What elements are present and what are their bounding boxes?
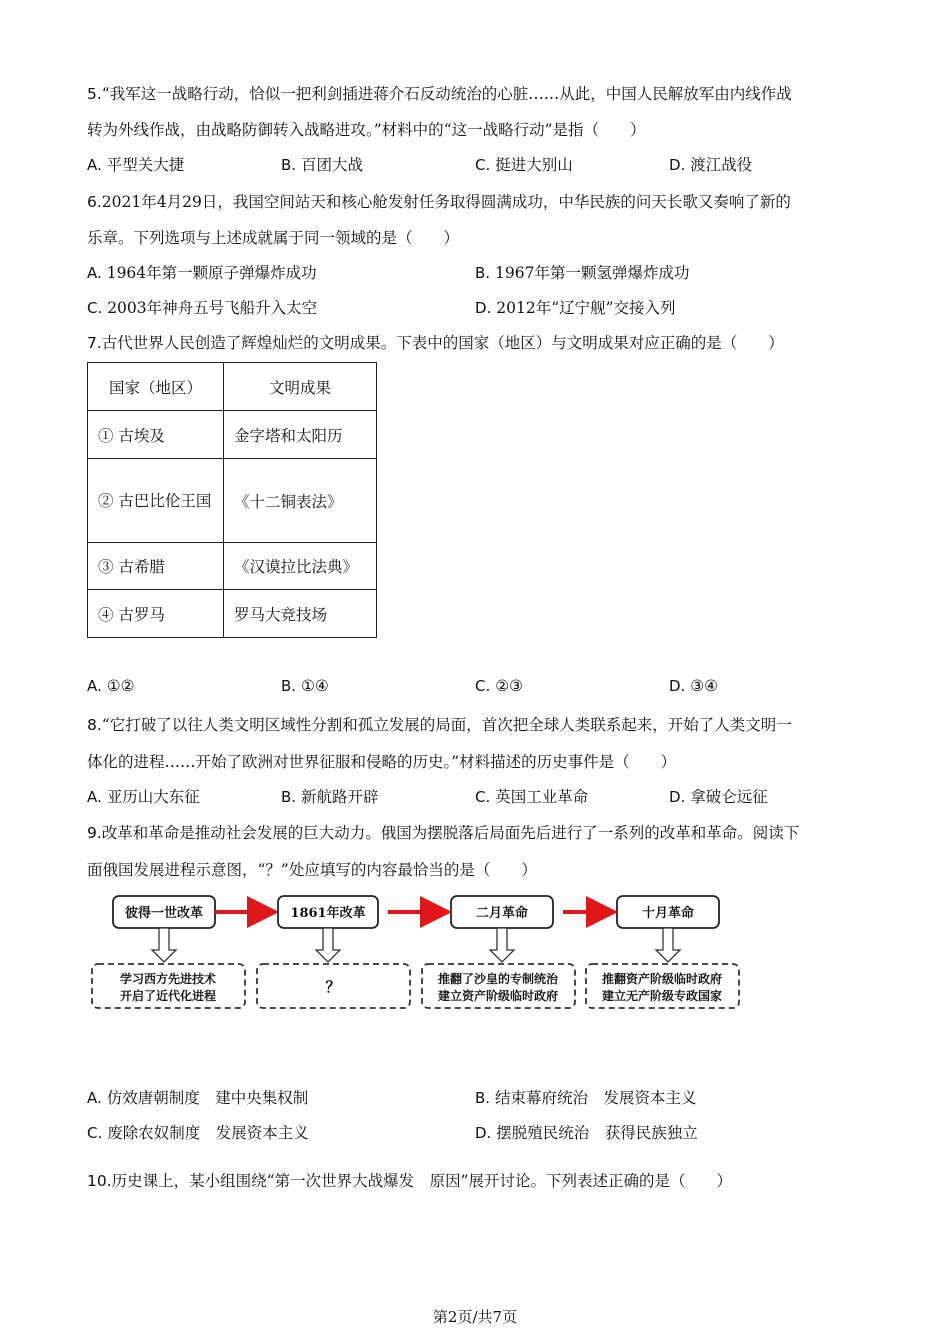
table-cell-achievement: 罗马大竞技场 <box>224 590 377 638</box>
q7-stem: 7.古代世界人民创造了辉煌灿烂的文明成果。下表中的国家（地区）与文明成果对应正确的是（ ） <box>87 334 784 352</box>
q5-option-a[interactable]: A. 平型关大捷 <box>87 156 185 174</box>
q9-stem-line2: 面俄国发展进程示意图，“？”处应填写的内容最恰当的是（ ） <box>87 861 537 879</box>
table-header-row <box>88 363 377 411</box>
table-cell-achievement: 《十二铜表法》 <box>224 459 377 543</box>
down-arrow-3 <box>490 928 514 962</box>
q6-stem-line1: 6.2021年4月29日，我国空间站天和核心舱发射任务取得圆满成功，中华民族的问天长歌又奏响了新的 <box>87 193 791 211</box>
q8-number: 8. <box>87 716 102 734</box>
q8-option-c[interactable]: C. 英国工业革命 <box>475 788 589 806</box>
q6-option-a[interactable]: A. 1964年第一颗原子弹爆炸成功 <box>87 264 317 282</box>
stage-label-february: 二月革命 <box>475 906 529 921</box>
down-arrow-1 <box>152 928 176 962</box>
q9-option-a[interactable]: A. 仿效唐朝制度 建中央集权制 <box>87 1089 309 1107</box>
page-footer: 第2页/共7页 <box>432 1308 518 1326</box>
table-row <box>88 411 377 459</box>
result-2-question-mark: ？ <box>325 978 341 996</box>
result-1-line1: 学习西方先进技术 <box>119 972 217 986</box>
q7-option-a[interactable]: A. ①② <box>87 677 135 695</box>
q6-option-b[interactable]: B. 1967年第一颗氢弹爆炸成功 <box>475 264 690 282</box>
q7-number: 7. <box>87 334 102 352</box>
down-arrow-2 <box>316 928 340 962</box>
table-header-achievement: 文明成果 <box>224 363 377 411</box>
q5-option-c[interactable]: C. 挺进大别山 <box>475 156 573 174</box>
stage-label-october: 十月革命 <box>641 906 695 921</box>
q9-number: 9. <box>87 824 102 842</box>
q8-stem-line2: 体化的进程……开始了欧洲对世界征服和侵略的历史。”材料描述的历史事件是（ ） <box>87 753 677 771</box>
table-cell-country: ④ 古罗马 <box>88 590 224 638</box>
table-row <box>88 590 377 638</box>
russia-development-diagram <box>85 888 745 1018</box>
table-cell-country: ① 古埃及 <box>88 411 224 459</box>
table-cell-country: ② 古巴比伦王国 <box>88 459 224 543</box>
result-3-line1: 推翻了沙皇的专制统治 <box>437 972 559 986</box>
table-cell-achievement: 《汉谟拉比法典》 <box>224 543 377 590</box>
q5-option-d[interactable]: D. 渡江战役 <box>669 156 753 174</box>
q5-option-b[interactable]: B. 百团大战 <box>281 156 364 174</box>
result-4-line1: 推翻资产阶级临时政府 <box>601 972 723 986</box>
q10-stem: 10.历史课上，某小组围绕“第一次世界大战爆发 原因”展开讨论。下列表述正确的是（ ） <box>87 1172 733 1190</box>
stage-label-1861: 1861年改革 <box>290 906 366 921</box>
q5-stem-line1: 5.“我军这一战略行动，恰似一把利剑插进蒋介石反动统治的心脏……从此，中国人民解放军由内线作战 <box>87 85 792 103</box>
q6-number: 6. <box>87 193 102 211</box>
result-3-line2: 建立资产阶级临时政府 <box>437 989 559 1003</box>
result-1-line2: 开启了近代化进程 <box>119 989 217 1003</box>
q5-number: 5. <box>87 85 102 103</box>
q7-option-d[interactable]: D. ③④ <box>669 677 719 695</box>
q10-number: 10. <box>87 1172 112 1190</box>
q8-option-d[interactable]: D. 拿破仑远征 <box>669 788 768 806</box>
q8-stem-line1: 8.“它打破了以往人类文明区域性分割和孤立发展的局面，首次把全球人类联系起来，开始了人类文明一 <box>87 716 792 734</box>
q6-stem-line2: 乐章。下列选项与上述成就属于同一领域的是（ ） <box>87 229 460 247</box>
table-row <box>88 459 377 543</box>
q5-stem-line2: 转为外线作战，由战略防御转入战略进攻。”材料中的“这一战略行动”是指（ ） <box>87 121 646 139</box>
q8-option-a[interactable]: A. 亚历山大东征 <box>87 788 200 806</box>
q9-option-b[interactable]: B. 结束幕府统治 发展资本主义 <box>475 1089 697 1107</box>
table-cell-achievement: 金字塔和太阳历 <box>224 411 377 459</box>
q8-option-b[interactable]: B. 新航路开辟 <box>281 788 379 806</box>
table-row <box>88 543 377 590</box>
q9-option-c[interactable]: C. 废除农奴制度 发展资本主义 <box>87 1124 309 1142</box>
down-arrow-4 <box>656 928 680 962</box>
civilization-table <box>87 362 377 638</box>
q6-option-c[interactable]: C. 2003年神舟五号飞船升入太空 <box>87 299 318 317</box>
stage-label-peter: 彼得一世改革 <box>124 906 204 921</box>
q9-option-d[interactable]: D. 摆脱殖民统治 获得民族独立 <box>475 1124 698 1142</box>
q6-option-d[interactable]: D. 2012年“辽宁舰”交接入列 <box>475 299 676 317</box>
result-4-line2: 建立无产阶级专政国家 <box>601 989 723 1003</box>
table-header-country: 国家（地区） <box>88 363 224 411</box>
q7-option-c[interactable]: C. ②③ <box>475 677 523 695</box>
table-cell-country: ③ 古希腊 <box>88 543 224 590</box>
q9-stem-line1: 9.改革和革命是推动社会发展的巨大动力。俄国为摆脱落后局面先后进行了一系列的改革和革命。阅读下 <box>87 824 800 842</box>
q7-option-b[interactable]: B. ①④ <box>281 677 329 695</box>
